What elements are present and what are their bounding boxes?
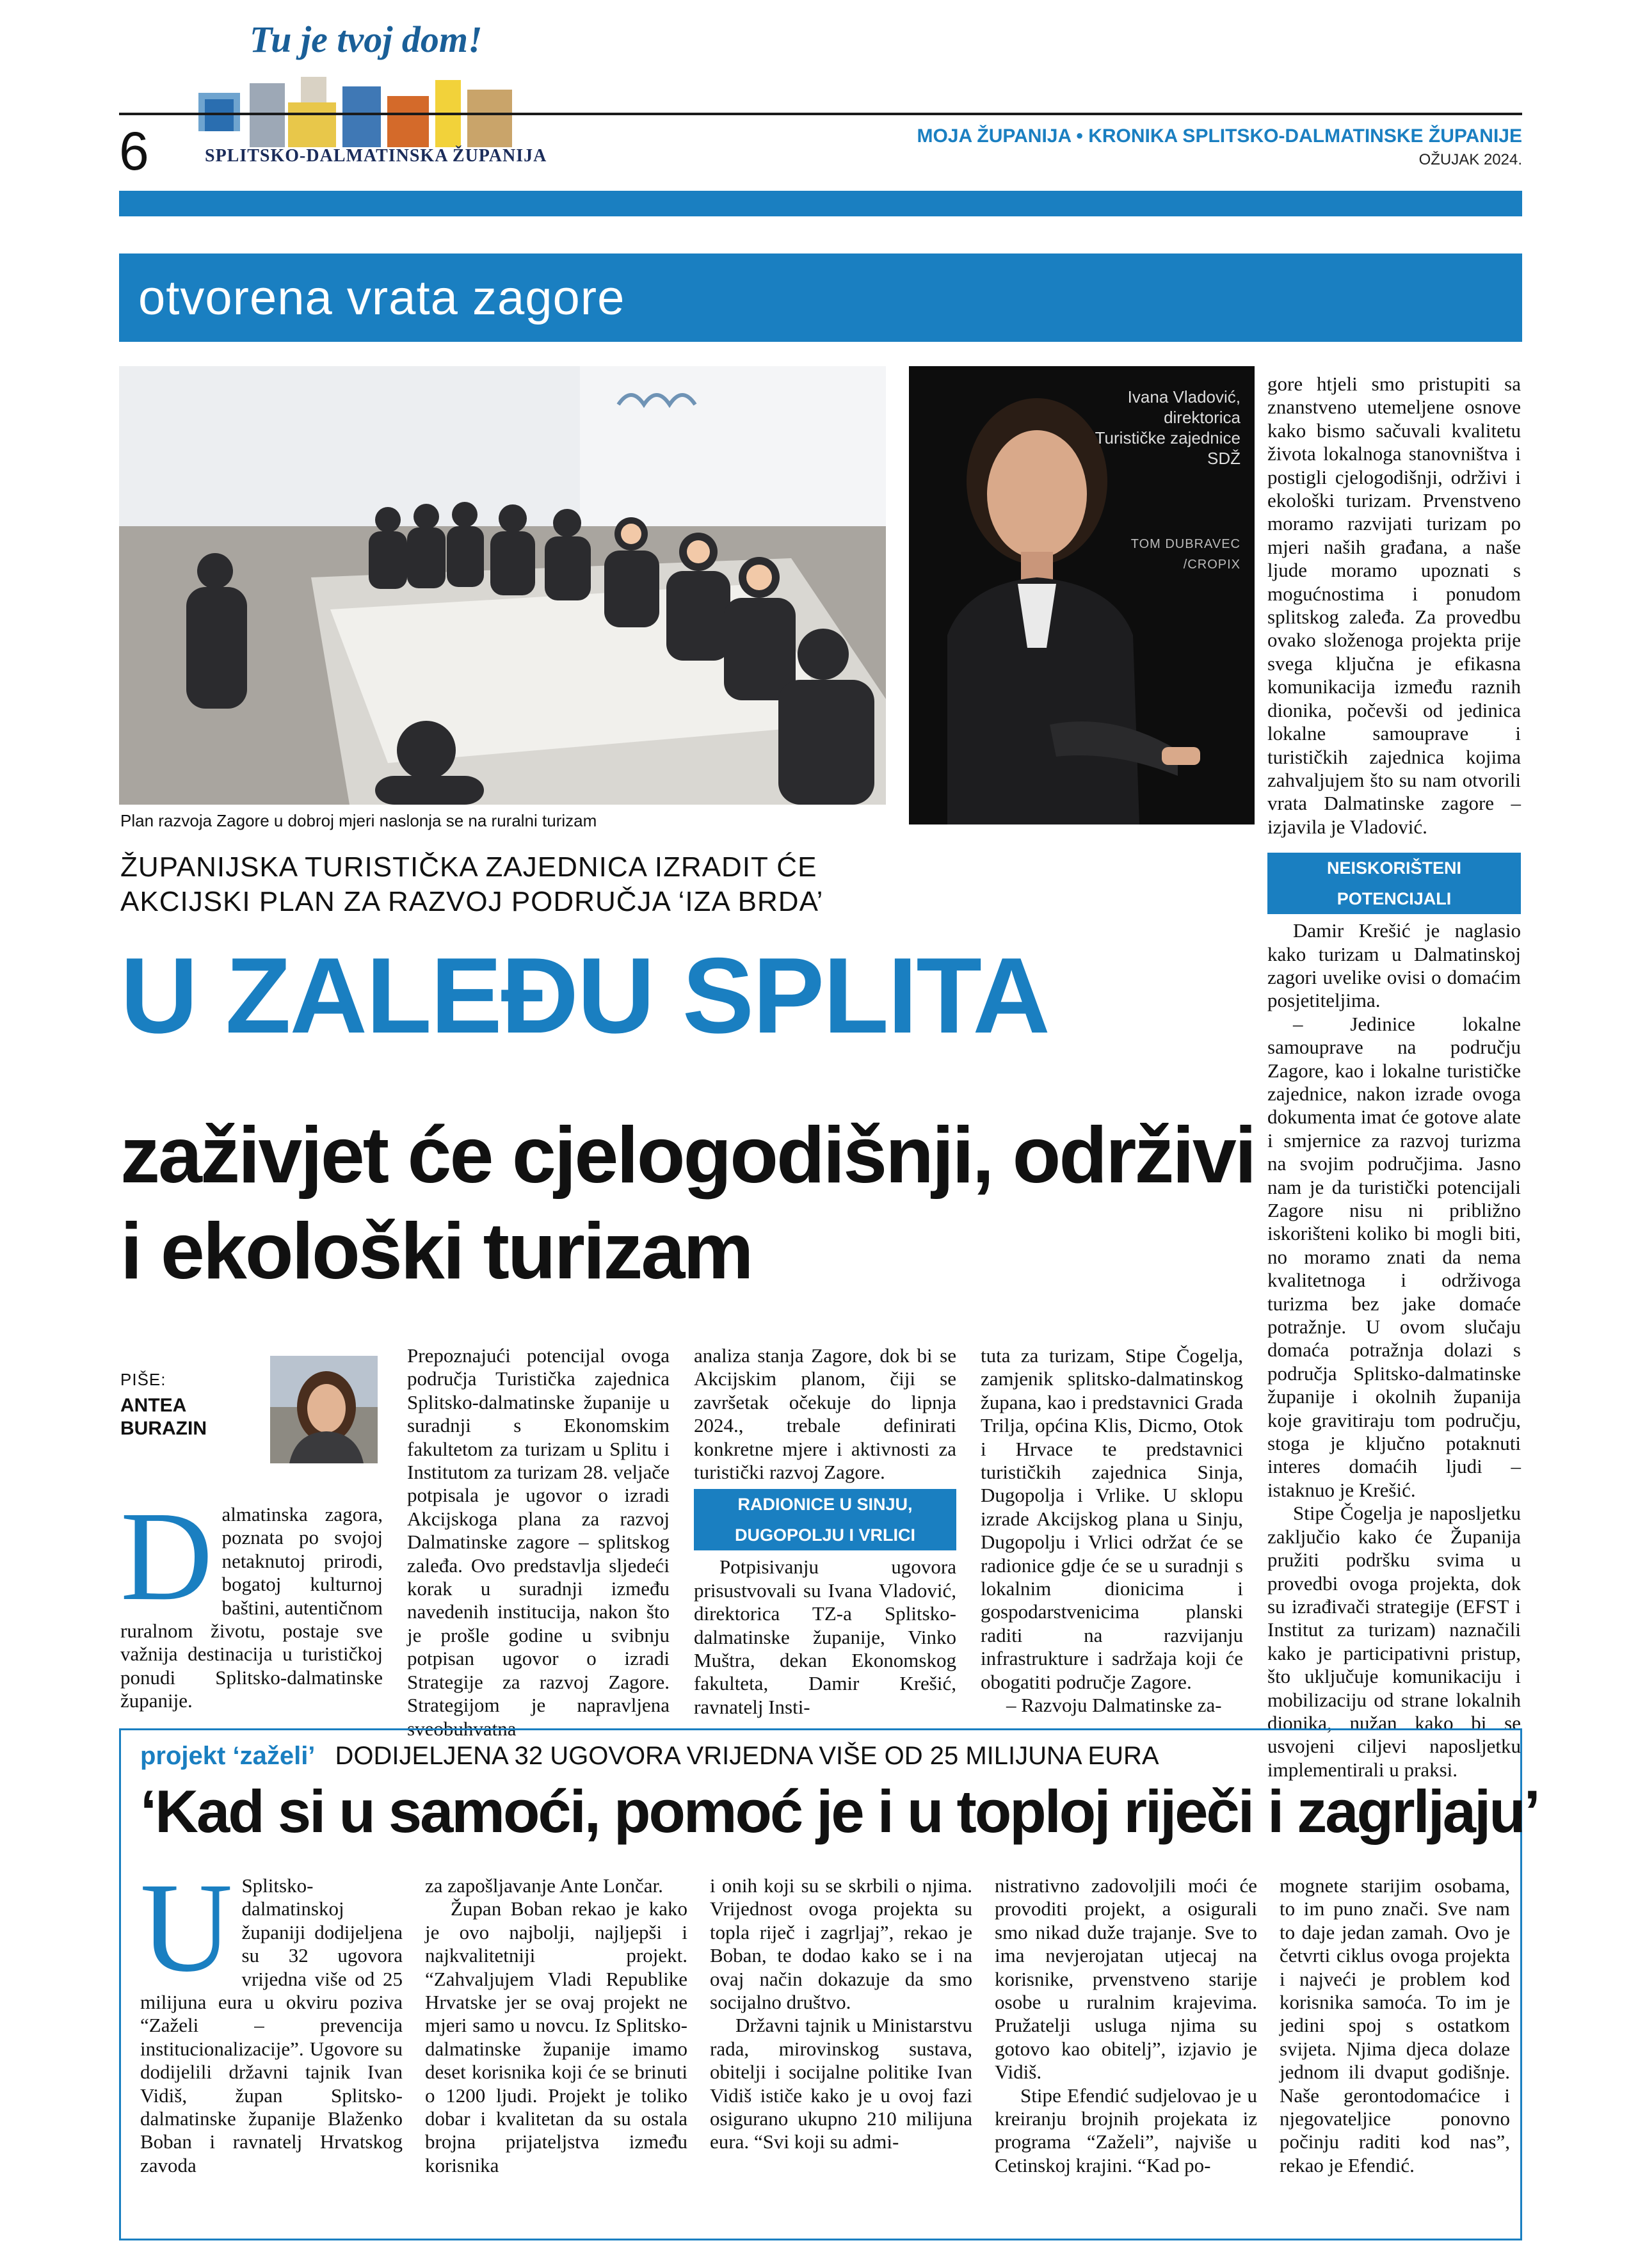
paragraph: Stipe Efendić sudjelovao je u kreiranju brojnih projekata iz programa “Zaželi”, najviše u Cetinskoj krajini. “Kad po- bbox=[995, 2084, 1257, 2176]
portrait-photo bbox=[909, 366, 1255, 824]
headline-sub: zaživjet će cjelogodišnji, održivi i ekološki turizam bbox=[120, 1111, 1255, 1296]
story-column-3 bbox=[710, 1874, 972, 2154]
story-column-5 bbox=[1280, 1874, 1510, 2177]
paragraph: Župan Boban rekao je kako je ovo najbolji, najljepši i najkvalitetniji projekt. “Zahvaljujem Vladi Republike Hrvatske jer se ovaj projekt ne mjeri samo u novcu. Iz Splitsko-dalmatinske županije imamo deset korisnika koji će se brinuti o 1200 ljudi. Projekt je toliko dobar i kvalitetan da su ostala brojna prijateljstva između korisnika bbox=[425, 1897, 687, 2176]
section-band bbox=[119, 253, 1522, 342]
portrait-caption: Ivana Vladović, direktorica Turističke zajednice SDŽ bbox=[1095, 387, 1241, 468]
logo-slogan: Tu je tvoj dom! bbox=[250, 19, 483, 60]
paragraph: Stipe Čogelja je naposljetku zaključio kako će Županija pružiti podršku svima u provedbi ovoga projekta, dok su izrađivači strategije (EFST i Institut za turizam) naznačili kako je participativni pristup, što uključuje komunikaciju i mobilizaciju od strane lokalnih dionika, nužan kako bi se usvojeni ciljevi naposljetku implementirali u praksi. bbox=[1267, 1502, 1521, 1781]
paragraph: Državni tajnik u Ministarstvu rada, mirovinskog sustava, obitelji i socijalne politike Ivan Vidiš ističe kako je u ovoj fazi osigurano ukupno 210 milijuna eura. “Svi koji su admi- bbox=[710, 2014, 972, 2153]
article-column-2 bbox=[407, 1344, 670, 1741]
article-column-3 bbox=[694, 1344, 956, 1719]
header-rule bbox=[119, 113, 1522, 115]
drop-cap: U bbox=[140, 1857, 233, 1999]
header-kicker: MOJA ŽUPANIJA • KRONIKA SPLITSKO-DALMATINSKE ŽUPANIJE bbox=[917, 125, 1522, 147]
paragraph: Prepoznajući potencijal ovoga područja Turistička zajednica Splitsko-dalmatinske županije u suradnji s Ekonomskim fakultetom za turizam u Splitu i Institutom za turizam 28. veljače potpisala je ugovor o izradi Akcijskoga plana za razvoj Dalmatinske zagore – splitskog zaleđa. Ovo predstavlja sljedeći korak u suradnji između navedenih institucija, nakon što je prošle godine u svibnju potpisan ugovor o izradi Strategije za razvoj Zagore. Strategijom je napravljena sveobuhvatna bbox=[407, 1344, 670, 1740]
drop-cap: D bbox=[120, 1486, 213, 1627]
paragraph: Damir Krešić je naglasio kako turizam u Dalmatinskoj zagori uvelike ovisi o domaćim posjetiteljima. bbox=[1267, 919, 1521, 1012]
byline-label: PIŠE: bbox=[120, 1370, 166, 1389]
story-column-2 bbox=[425, 1874, 687, 2177]
paragraph: za zapošljavanje Ante Lončar. bbox=[425, 1874, 663, 1897]
paragraph: almatinska zagora, poznata po svojoj netaknutoj prirodi, bogatoj kulturnoj baštini, autentičnom ruralnom životu, postaje sve važnija destinacija u turističkoj ponudi Splitsko-dalmatinske županije. bbox=[120, 1503, 383, 1712]
header-accent-bar bbox=[119, 191, 1522, 216]
logo-color-blocks bbox=[198, 77, 518, 147]
portrait-credit: TOM DUBRAVEC /CROPIX bbox=[1130, 537, 1241, 572]
issue-date: OŽUJAK 2024. bbox=[1418, 151, 1522, 168]
paragraph: – Jedinice lokalne samouprave na području Zagore, kao i lokalne turističke zajednice, nakon izrade ovoga dokumenta imat će gotove alate i smjernice za razvoj turizma na svojim područjima. Jasno nam je da turistički potencijali Zagore nisu ni približno iskorišteni koliko bi mogli biti, no moramo znati da nema kvalitetnoga i održivoga turizma bez jake domaće potražnje. U ovom slučaju domaća potražnja dolazi s područja Splitsko-dalmatinske županije i okolnih županija koje gravitiraju tom području, stoga je ključno potaknuti interes domaćih ljudi – istaknuo je Krešić. bbox=[1267, 1012, 1521, 1501]
sidebar-story-box bbox=[119, 1728, 1539, 2240]
author-photo bbox=[270, 1356, 378, 1463]
subhead-workshops: RADIONICE U SINJU, DUGOPOLJU I VRLICI bbox=[694, 1489, 956, 1550]
paragraph: i onih koji su se skrbili o njima. Vrijednost ovoga projekta su topla riječ i zagrljaj”, rekao je Boban, te dodao kako se i na ovaj način dokazuje da smo socijalno društvo. bbox=[710, 1874, 972, 2014]
story-column-1 bbox=[140, 1857, 403, 2177]
story-headline: ‘Kad si u samoći, pomoć je i u toploj riječi i zagrljaju’ bbox=[140, 1778, 1539, 1845]
story-tag: projekt ‘zaželi’ bbox=[140, 1742, 316, 1770]
article-kicker: ŽUPANIJSKA TURISTIČKA ZAJEDNICA IZRADIT ĆE AKCIJSKI PLAN ZA RAZVOJ PODRUČJA ‘IZA BRDA’ bbox=[120, 851, 824, 917]
story-column-4 bbox=[995, 1874, 1257, 2177]
logo-name: SPLITSKO-DALMATINSKA ŽUPANIJA bbox=[205, 146, 547, 166]
paragraph: – Razvoju Dalmatinske za- bbox=[1006, 1694, 1222, 1717]
paragraph: nistrativno zadovoljili moći će provoditi projekt, a osigurali smo nikad duže trajanje. Sve to ima nevjerojatan utjecaj na korisnike, prvenstveno starije osobe u ruralnim krajevima. Pružatelji usluga njima su gotovo kao obitelj”, izjavio je Vidiš. bbox=[995, 1874, 1257, 2084]
county-logo bbox=[192, 13, 547, 166]
article-column-5 bbox=[1267, 373, 1521, 1781]
article-column-1 bbox=[120, 1486, 383, 1713]
meeting-photo bbox=[119, 366, 886, 805]
paragraph: analiza stanja Zagore, dok bi se Akcijskim planom, čiji se završetak očekuje do lipnja 2024., trebale definirati konkretne mjere i aktivnosti za turistički razvoj Zagore. bbox=[694, 1344, 956, 1484]
subhead-potentials: NEISKORIŠTENI POTENCIJALI bbox=[1267, 853, 1521, 914]
paragraph: tuta za turizam, Stipe Čogelja, zamjenik splitsko-dalmatinskog župana, kao i predstavnici Grada Trilja, općina Klis, Dicmo, Otok i Hrvace te predstavnici turističkih zajednica Sinja, Dugopolja i Vrlike. U sklopu izrade Akcijskog plana u Sinju, Dugopolju i Vrlici održat će se radionice gdje će se u suradnji s lokalnim dionicima i gospodarstvenicima planski raditi na razvijanju infrastrukture i sadržaja koji će obogatiti područje Zagore. bbox=[981, 1344, 1243, 1693]
meeting-illustration bbox=[119, 366, 886, 805]
section-title: otvorena vrata zagore bbox=[138, 271, 625, 325]
byline-name: ANTEA BURAZIN bbox=[120, 1395, 207, 1439]
story-kicker bbox=[140, 1742, 1159, 1771]
story-kicker-text: DODIJELJENA 32 UGOVORA VRIJEDNA VIŠE OD 25 MILIJUNA EURA bbox=[335, 1742, 1159, 1770]
meeting-photo-caption: Plan razvoja Zagore u dobroj mjeri naslonja se na ruralni turizam bbox=[120, 811, 597, 830]
author-illustration bbox=[270, 1356, 378, 1463]
headline-main: U ZALEĐU SPLITA bbox=[120, 935, 1049, 1056]
paragraph: Potpisivanju ugovora prisustvovali su Ivana Vladović, direktorica TZ-a Splitsko-dalmatinske županije, Vinko Muštra, dekan Ekonomskog fakulteta, Damir Krešić, ravnatelj Insti- bbox=[694, 1556, 956, 1718]
article-column-4 bbox=[981, 1344, 1243, 1717]
paragraph: gore htjeli smo pristupiti sa znanstveno utemeljene osnove kako bismo sačuvali kvalitetu života lokalnoga stanovništva i postigli cjelogodišnji, održivi i ekološki turizam. Prvenstveno moramo razvijati turizam po mjeri naših građana, a naše ljude moramo upoznati s mogućnostima i ponudom splitskog zaleđa. Za provedbu ovako složenoga projekta prije svega ključna je efikasna komunikacija između raznih dionika, počevši od jedinica lokalne samouprave i turističkih zajednica kojima zahvaljujem što su nam otvorili vrata Dalmatinske zagore – izjavila je Vladović. bbox=[1267, 373, 1521, 838]
paragraph: Splitsko-dalmatinskoj županiji dodijeljena su 32 ugovora vrijedna više od 25 milijuna eura u okviru poziva “Zaželi – prevencija institucionalizacije”. Ugovore su dodijelili državni tajnik Ivan Vidiš, župan Splitsko-dalmatinske županije Blaženko Boban i ravnatelj Hrvatskog zavoda bbox=[140, 1874, 403, 2176]
page-number: 6 bbox=[119, 121, 149, 181]
paragraph: mognete starijim osobama, to im puno znači. Sve nam to daje jedan zamah. Ovo je četvrti ciklus ovoga projekta i najveći je problem kod korisnika samoća. To im je jedini spoj s ostatkom svijeta. Njima djeca dolaze jednom ili dvaput godišnje. Naše gerontodomaćice i njegovateljice ponovno počinju raditi kod nas”, rekao je Efendić. bbox=[1280, 1874, 1510, 2176]
